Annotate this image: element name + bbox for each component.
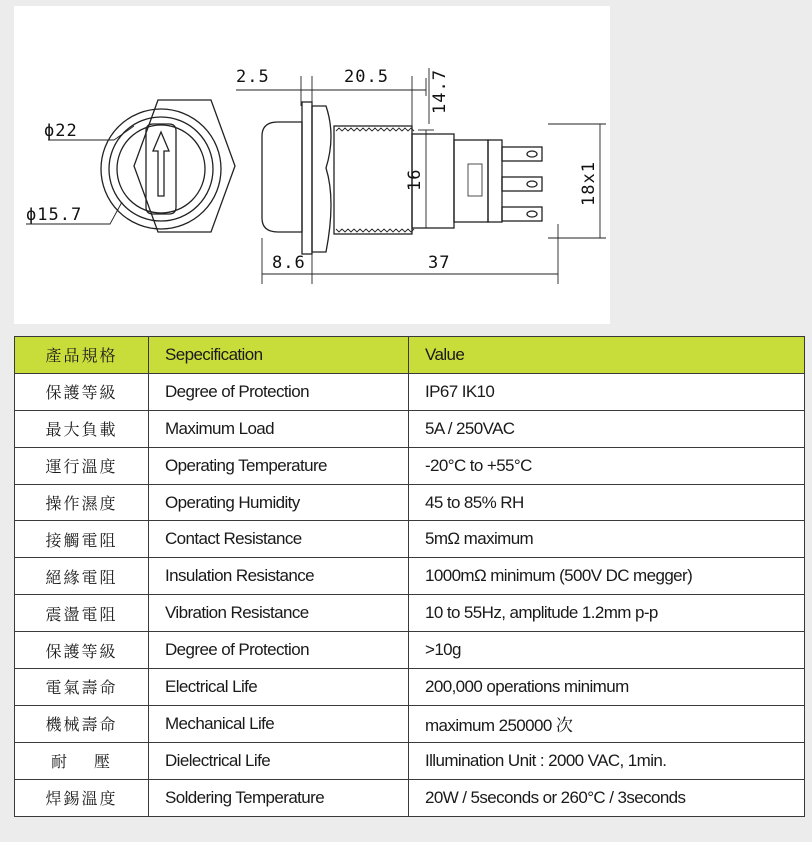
row-label-en: Insulation Resistance <box>149 558 409 595</box>
terminal-hole-2 <box>527 181 537 187</box>
front-view <box>101 100 235 232</box>
row-label-cn: 操作濕度 <box>15 484 149 521</box>
row-label-en: Mechanical Life <box>149 705 409 742</box>
knob-circle <box>117 125 205 213</box>
terminal-hole-1 <box>527 151 537 157</box>
row-value: 5A / 250VAC <box>409 410 805 447</box>
hex-nut-side <box>312 106 331 252</box>
header-value: Value <box>409 337 805 374</box>
terminal-1 <box>502 147 542 161</box>
row-label-en: Degree of Protection <box>149 632 409 669</box>
bezel-outer-circle <box>101 109 221 229</box>
row-label-en: Operating Temperature <box>149 447 409 484</box>
dimension-drawing <box>14 6 610 324</box>
dim-2-5: 2.5 <box>236 67 270 87</box>
drawing-svg <box>14 6 610 324</box>
row-label-cn: 運行溫度 <box>15 447 149 484</box>
rear-block <box>454 140 488 222</box>
table-row <box>15 410 805 447</box>
row-label-cn: 絕緣電阻 <box>15 558 149 595</box>
row-label-en: Degree of Protection <box>149 373 409 410</box>
table-row <box>15 558 805 595</box>
row-label-cn: 最大負載 <box>15 410 149 447</box>
table-row <box>15 521 805 558</box>
hex-nut-outline <box>134 100 235 232</box>
table-row <box>15 632 805 669</box>
dim-14-7: 14.7 <box>430 69 450 114</box>
selector-lever <box>146 124 176 214</box>
terminal-3 <box>502 207 542 221</box>
row-label-en: Vibration Resistance <box>149 595 409 632</box>
terminal-base <box>488 140 502 222</box>
table-row <box>15 742 805 779</box>
row-value: -20°C to +55°C <box>409 447 805 484</box>
row-value: 45 to 85% RH <box>409 484 805 521</box>
row-label-en: Operating Humidity <box>149 484 409 521</box>
terminal-2 <box>502 177 542 191</box>
dim-outer-diameter: ϕ22 <box>44 121 78 141</box>
dim-16: 16 <box>405 168 425 191</box>
row-value: 20W / 5seconds or 260°C / 3seconds <box>409 779 805 816</box>
knob-cap <box>262 122 302 232</box>
row-label-cn: 耐 壓 <box>15 742 149 779</box>
rear-window <box>468 164 482 196</box>
row-value: >10g <box>409 632 805 669</box>
row-label-en: Contact Resistance <box>149 521 409 558</box>
dim-37: 37 <box>428 253 451 273</box>
row-label-cn: 焊錫溫度 <box>15 779 149 816</box>
side-view <box>262 102 542 254</box>
table-row <box>15 669 805 706</box>
row-value: 10 to 55Hz, amplitude 1.2mm p-p <box>409 595 805 632</box>
row-label-cn: 接觸電阻 <box>15 521 149 558</box>
row-label-cn: 震盪電阻 <box>15 595 149 632</box>
spec-table <box>14 336 805 817</box>
header-spec: Sepecification <box>149 337 409 374</box>
dim-20-5: 20.5 <box>344 67 389 87</box>
row-label-en: Dielectrical Life <box>149 742 409 779</box>
table-header-row <box>15 337 805 374</box>
terminal-hole-3 <box>527 211 537 217</box>
dim-inner-diameter: ϕ15.7 <box>26 205 83 225</box>
row-label-cn: 保護等級 <box>15 632 149 669</box>
row-value: maximum 250000 次 <box>409 705 805 742</box>
threaded-body <box>334 126 412 234</box>
table-row <box>15 373 805 410</box>
arrow-indicator-icon <box>153 132 169 196</box>
flange <box>302 102 312 254</box>
row-label-cn: 保護等級 <box>15 373 149 410</box>
thread-top <box>336 128 414 131</box>
row-value: IP67 IK10 <box>409 373 805 410</box>
header-cn: 產品規格 <box>15 337 149 374</box>
table-row <box>15 779 805 816</box>
thread-bottom <box>336 229 414 232</box>
dim-8-6: 8.6 <box>272 253 306 273</box>
row-value: 5mΩ maximum <box>409 521 805 558</box>
table-row <box>15 484 805 521</box>
dim-18x1: 18x1 <box>579 161 599 206</box>
row-value: 1000mΩ minimum (500V DC megger) <box>409 558 805 595</box>
row-label-en: Soldering Temperature <box>149 779 409 816</box>
row-value: 200,000 operations minimum <box>409 669 805 706</box>
table-row <box>15 705 805 742</box>
row-label-en: Electrical Life <box>149 669 409 706</box>
row-label-en: Maximum Load <box>149 410 409 447</box>
table-row <box>15 447 805 484</box>
row-value: Illumination Unit : 2000 VAC, 1min. <box>409 742 805 779</box>
row-label-cn: 機械壽命 <box>15 705 149 742</box>
row-label-cn: 電氣壽命 <box>15 669 149 706</box>
table-row <box>15 595 805 632</box>
